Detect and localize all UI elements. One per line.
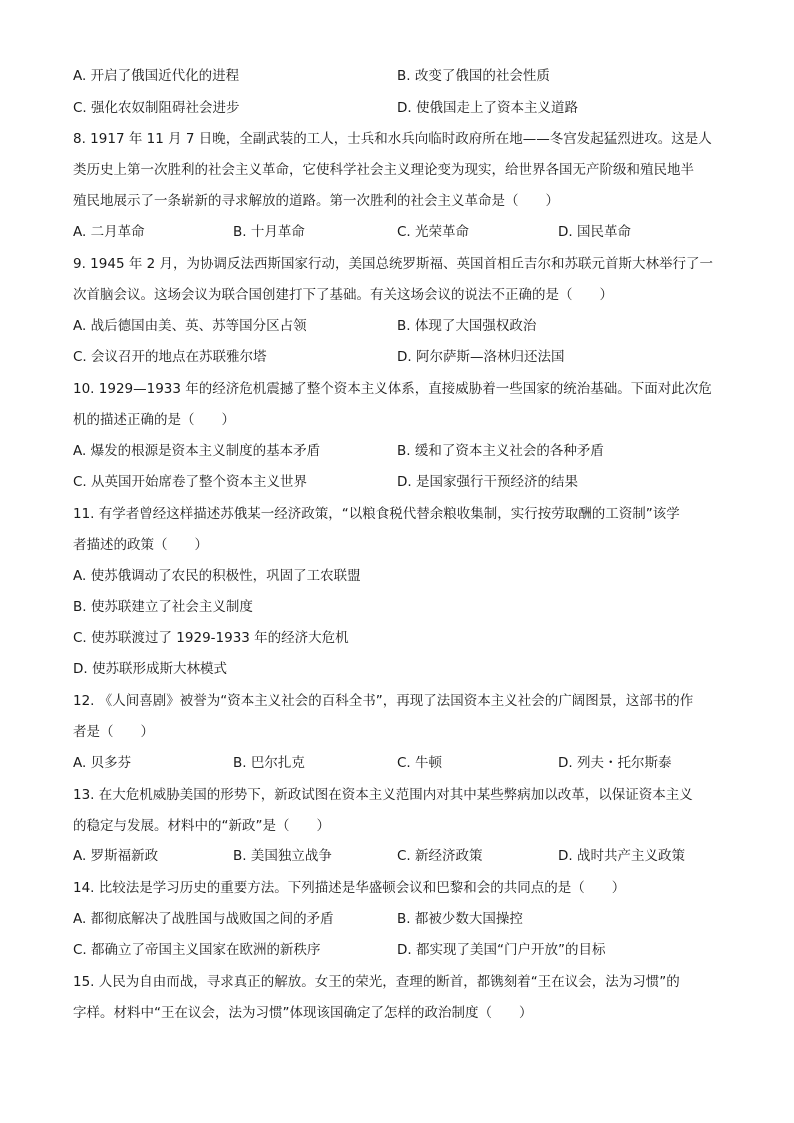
q10-option-a: A. 爆发的根源是资本主义制度的基本矛盾 bbox=[73, 443, 321, 459]
q15-stem-line-1: 15. 人民为自由而战，寻求真正的解放。女王的荣光，查理的断首，都镌刻着“王在议会，法为习惯”的 bbox=[73, 974, 680, 990]
q14-option-a: A. 都彻底解决了战胜国与战败国之间的矛盾 bbox=[73, 911, 334, 927]
q12-option-d: D. 列夫・托尔斯泰 bbox=[558, 755, 672, 771]
q13-option-c: C. 新经济政策 bbox=[397, 848, 483, 864]
q13-stem-line-1: 13. 在大危机威胁美国的形势下，新政试图在资本主义范围内对其中某些弊病加以改革，以保证资本主义 bbox=[73, 787, 693, 803]
q9-stem-line-2: 次首脑会议。这场会议为联合国创建打下了基础。有关这场会议的说法不正确的是（ ） bbox=[73, 287, 613, 303]
q10-option-c: C. 从英国开始席卷了整个资本主义世界 bbox=[73, 474, 308, 490]
q14-option-d: D. 都实现了美国“门户开放”的目标 bbox=[397, 942, 606, 958]
q13-option-a: A. 罗斯福新政 bbox=[73, 848, 159, 864]
q14-option-c: C. 都确立了帝国主义国家在欧洲的新秩序 bbox=[73, 942, 321, 958]
q12-stem-line-2: 者是（ ） bbox=[73, 724, 154, 740]
q8-option-b: B. 十月革命 bbox=[233, 224, 305, 240]
q7-option-c: C. 强化农奴制阻碍社会进步 bbox=[73, 100, 240, 116]
q10-option-b: B. 缓和了资本主义社会的各种矛盾 bbox=[397, 443, 604, 459]
q13-option-b: B. 美国独立战争 bbox=[233, 848, 332, 864]
q8-stem-line-3: 殖民地展示了一条崭新的寻求解放的道路。第一次胜利的社会主义革命是（ ） bbox=[73, 193, 559, 209]
q8-stem-line-2: 类历史上第一次胜利的社会主义革命，它使科学社会主义理论变为现实，给世界各国无产阶级和殖民地半 bbox=[73, 162, 694, 178]
q11-option-b: B. 使苏联建立了社会主义制度 bbox=[73, 599, 253, 615]
q12-option-c: C. 牛顿 bbox=[397, 755, 443, 771]
q8-option-d: D. 国民革命 bbox=[558, 224, 631, 240]
q13-stem-line-2: 的稳定与发展。材料中的“新政”是（ ） bbox=[73, 818, 330, 834]
q15-stem-line-2: 字样。材料中“王在议会，法为习惯”体现该国确定了怎样的政治制度（ ） bbox=[73, 1005, 533, 1021]
q10-option-d: D. 是国家强行干预经济的结果 bbox=[397, 474, 578, 490]
q7-option-a: A. 开启了俄国近代化的进程 bbox=[73, 68, 240, 84]
q7-option-d: D. 使俄国走上了资本主义道路 bbox=[397, 100, 578, 116]
q8-option-c: C. 光荣革命 bbox=[397, 224, 470, 240]
q12-stem-line-1: 12. 《人间喜剧》被誉为“资本主义社会的百科全书”，再现了法国资本主义社会的广阔图景，这部书的作 bbox=[73, 693, 694, 709]
q11-stem-line-1: 11. 有学者曾经这样描述苏俄某一经济政策，“以粮食税代替余粮收集制，实行按劳取酬的工资制”该学 bbox=[73, 506, 680, 522]
q11-option-c: C. 使苏联渡过了 1929-1933 年的经济大危机 bbox=[73, 630, 349, 646]
q11-stem-line-2: 者描述的政策（ ） bbox=[73, 537, 208, 553]
q9-stem-line-1: 9. 1945 年 2 月，为协调反法西斯国家行动，美国总统罗斯福、英国首相丘吉尔和苏联元首斯大林举行了一 bbox=[73, 256, 713, 272]
q10-stem-line-1: 10. 1929—1933 年的经济危机震撼了整个资本主义体系，直接威胁着一些国家的统治基础。下面对此次危 bbox=[73, 381, 712, 397]
q13-option-d: D. 战时共产主义政策 bbox=[558, 848, 685, 864]
q8-option-a: A. 二月革命 bbox=[73, 224, 145, 240]
q8-stem-line-1: 8. 1917 年 11 月 7 日晚，全副武装的工人，士兵和水兵向临时政府所在地——冬宫发起猛烈进攻。这是人 bbox=[73, 131, 712, 147]
q12-option-b: B. 巴尔扎克 bbox=[233, 755, 305, 771]
q14-option-b: B. 都被少数大国操控 bbox=[397, 911, 523, 927]
q11-option-d: D. 使苏联形成斯大林模式 bbox=[73, 661, 227, 677]
q7-option-b: B. 改变了俄国的社会性质 bbox=[397, 68, 550, 84]
q9-option-d: D. 阿尔萨斯—洛林归还法国 bbox=[397, 349, 565, 365]
q14-stem-line-1: 14. 比较法是学习历史的重要方法。下列描述是华盛顿会议和巴黎和会的共同点的是（ ） bbox=[73, 880, 626, 896]
q9-option-a: A. 战后德国由美、英、苏等国分区占领 bbox=[73, 318, 307, 334]
q11-option-a: A. 使苏俄调动了农民的积极性，巩固了工农联盟 bbox=[73, 568, 361, 584]
q9-option-c: C. 会议召开的地点在苏联雅尔塔 bbox=[73, 349, 267, 365]
q10-stem-line-2: 机的描述正确的是（ ） bbox=[73, 412, 235, 428]
q9-option-b: B. 体现了大国强权政治 bbox=[397, 318, 537, 334]
q12-option-a: A. 贝多芬 bbox=[73, 755, 132, 771]
